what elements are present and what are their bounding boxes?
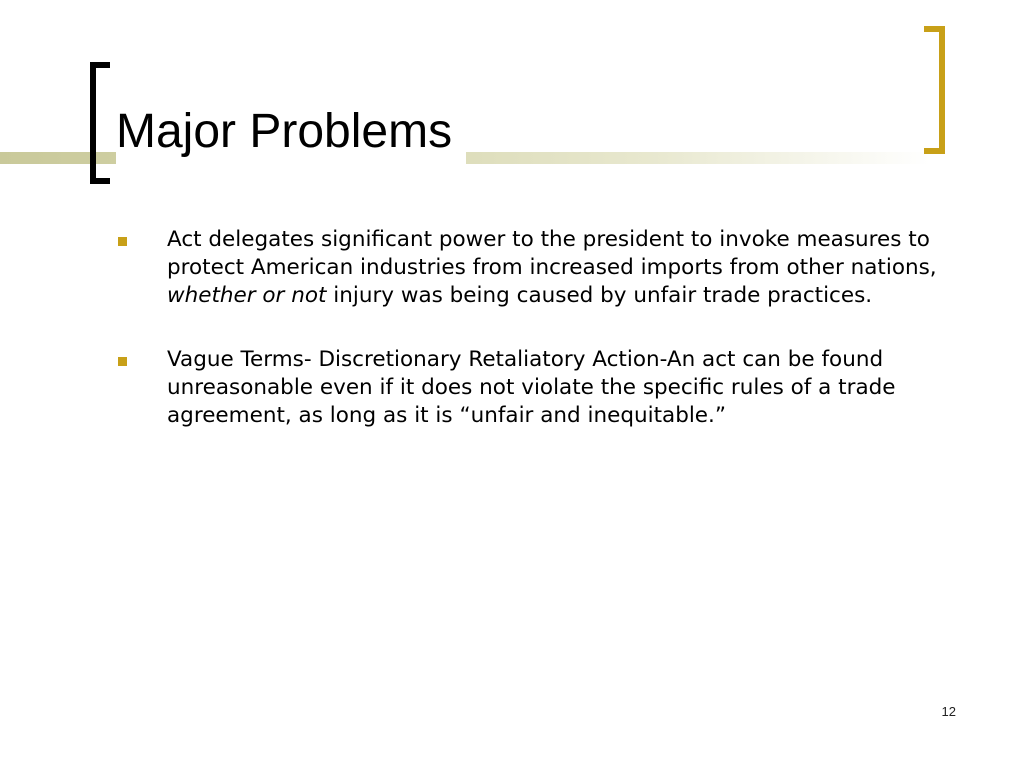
bullet-text: Vague Terms- Discretionary Retaliatory Action-An act can be found unreasonable even if it does not violate the specific rules of a trade agreement, as long as it is “unfair and inequitable.” <box>167 347 896 428</box>
page-number: 12 <box>941 704 956 719</box>
bullet-item <box>118 346 948 430</box>
bullet-list <box>118 226 948 466</box>
bullet-item <box>118 226 948 310</box>
bullet-text-part: Act delegates significant power to the president to invoke measures to protect American industries from increased imports from other nations, <box>167 227 937 280</box>
bullet-text <box>167 227 937 308</box>
square-bullet-icon <box>118 237 127 246</box>
square-bullet-icon <box>118 357 127 366</box>
bullet-emphasis: whether or not <box>167 283 327 308</box>
right-bracket-decoration <box>924 26 945 154</box>
slide-title: Major Problems <box>116 100 466 164</box>
left-bracket-decoration <box>90 62 110 184</box>
bullet-text-part: injury was being caused by unfair trade practices. <box>326 283 873 308</box>
